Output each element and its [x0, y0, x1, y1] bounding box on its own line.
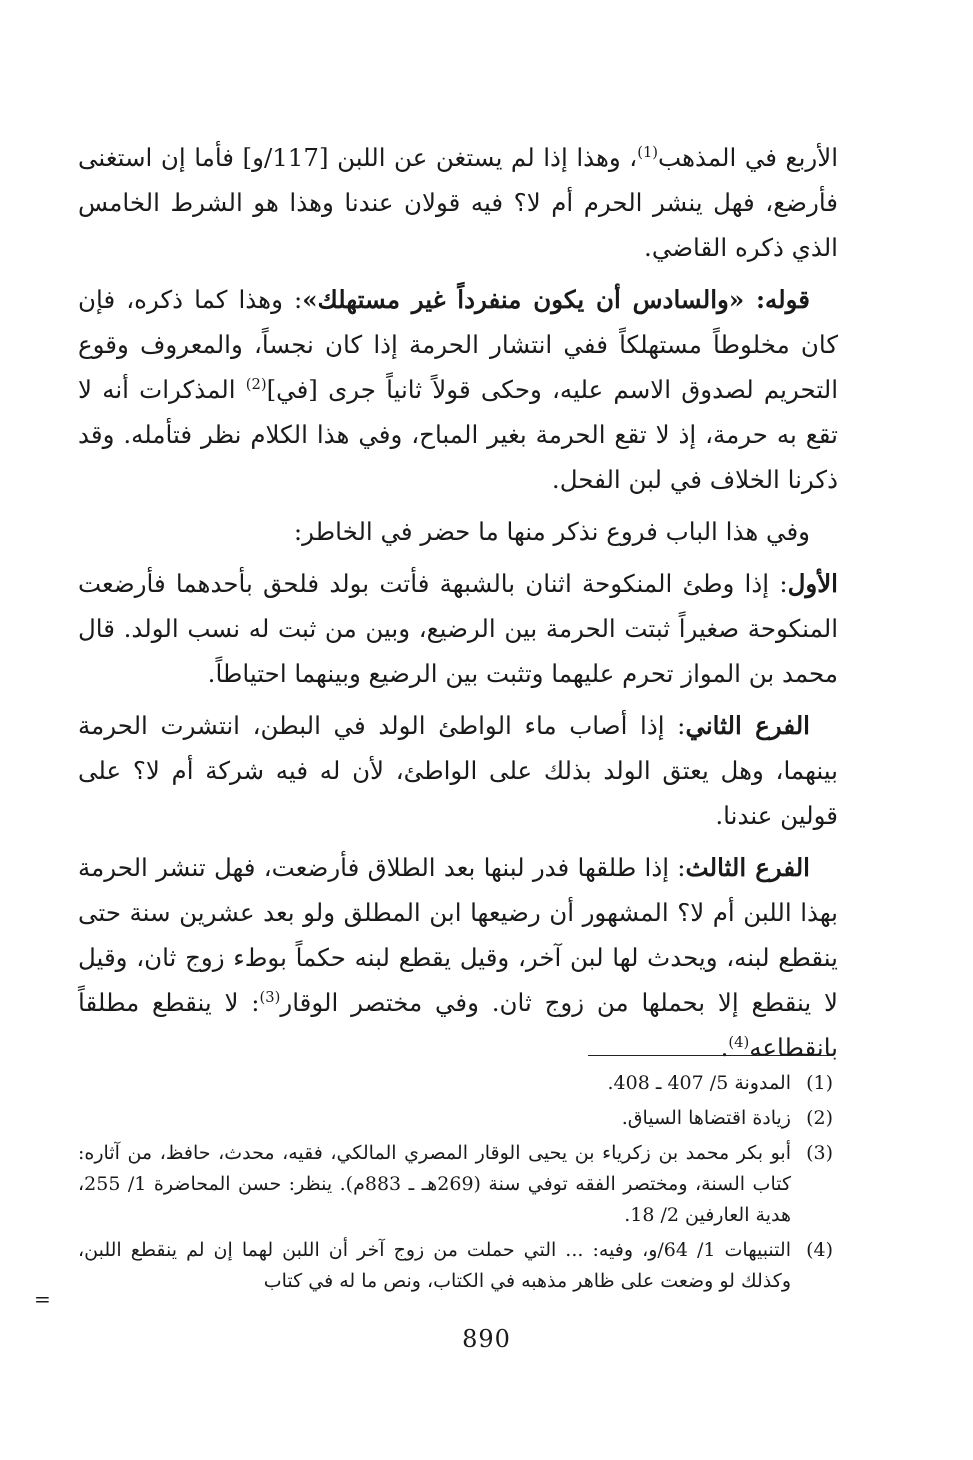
- footnote-number: (2): [806, 1107, 833, 1129]
- footnote-ref-2[interactable]: (2): [245, 375, 267, 393]
- paragraph-6: الفرع الثالث: إذا طلقها فدر لبنها بعد الطلاق فأرضعت، فهل تنشر الحرمة بهذا اللبن أم لا؟ المشهور أن رضيعها ابن المطلق ولو بعد عشرين سنة حتى ينقطع لبنه، ويحدث لها لبن آخر، وقيل يقطع لبنه حكماً بوطء زوج ثان، وقيل لا ينقطع إلا بحملها من زوج ثان. وفي مختصر الوقار$^{(3)}$: لا ينقطع مطلقاً بانقطاعه$^{(4)}$.: [78, 853, 838, 1062]
- footnote-text: المدونة 5/ 407 ـ 408.: [607, 1072, 791, 1094]
- paragraph-1: الأربع في المذهب$^{(1)}$، وهذا إذا لم يستغن عن اللبن [117/و] فأما إن استغنى فأرضع، فهل ينشر الحرم أم لا؟ فيه قولان عندنا وهذا هو الشرط الخامس الذي ذكره القاضي.: [78, 143, 838, 262]
- continuation-mark: =: [34, 1287, 51, 1311]
- paragraph-lead: قوله: «والسادس أن يكون منفرداً غير مستهلك»: [302, 285, 810, 314]
- page-number: 890: [462, 1325, 511, 1353]
- paragraph-4: الأول: إذا وطئ المنكوحة اثنان بالشبهة فأتت بولد فلحق بأحدهما فأرضعت المنكوحة صغيراً ثبتت الحرمة بين الرضيع، وبين من ثبت له نسب الولد. قال محمد بن المواز تحرم عليهما وتثبت بين الرضيع وبينهما احتياطاً.: [78, 569, 838, 688]
- paragraph-lead: الفرع الثالث: [685, 853, 810, 882]
- footnote-3: [78, 1138, 833, 1231]
- footnote-2: [78, 1103, 833, 1134]
- main-text: [78, 135, 838, 1070]
- footnote-ref-1[interactable]: (1): [637, 143, 659, 161]
- footnote-4: [78, 1235, 833, 1297]
- footnote-1: [78, 1068, 833, 1099]
- footnote-number: (4): [806, 1239, 833, 1261]
- footnote-ref-3[interactable]: (3): [259, 988, 281, 1006]
- footnote-divider: [588, 1055, 833, 1056]
- footnote-number: (3): [806, 1142, 833, 1164]
- footnote-number: (1): [806, 1072, 833, 1094]
- paragraph-lead: الأول: [787, 569, 838, 598]
- footnote-text: أبو بكر محمد بن زكرياء بن يحيى الوقار المصري المالكي، فقيه، محدث، حافظ، من آثاره: كتاب السنة، ومختصر الفقه توفي سنة (269هـ ـ 883م). ينظر: حسن المحاضرة 1/ 255، هدية العارفين 2/ 18.: [78, 1142, 792, 1226]
- footnote-ref-4[interactable]: (4): [728, 1033, 750, 1051]
- paragraph-3: وفي هذا الباب فروع نذكر منها ما حضر في الخاطر:: [293, 517, 810, 546]
- paragraph-2: قوله: «والسادس أن يكون منفرداً غير مستهلك»: وهذا كما ذكره، فإن كان مخلوطاً مستهلكاً ففي انتشار الحرمة إذا كان نجساً، والمعروف وقوع التحريم لصدوق الاسم عليه، وحكى قولاً ثانياً جرى [في]$^{(2)}$ المذكرات أنه لا تقع به حرمة، إذ لا تقع الحرمة بغير المباح، وفي هذا الكلام نظر فتأمله. وقد ذكرنا الخلاف في لبن الفحل.: [78, 285, 839, 494]
- paragraph-lead: الفرع الثاني: [685, 711, 810, 740]
- footnote-text: زيادة اقتضاها السياق.: [621, 1107, 791, 1129]
- footnote-text: التنبيهات 1/ 64/و، وفيه: ... التي حملت من زوج آخر أن اللبن لهما إن لم ينقطع اللبن، وكذلك لو وضعت على ظاهر مذهبه في الكتاب، ونص ما له في كتاب: [78, 1239, 791, 1292]
- paragraph-5: الفرع الثاني: إذا أصاب ماء الواطئ الولد في البطن، انتشرت الحرمة بينهما، وهل يعتق الولد بذلك على الواطئ، لأن له فيه شركة أم لا؟ على قولين عندنا.: [78, 711, 838, 830]
- footnotes: [78, 1068, 833, 1301]
